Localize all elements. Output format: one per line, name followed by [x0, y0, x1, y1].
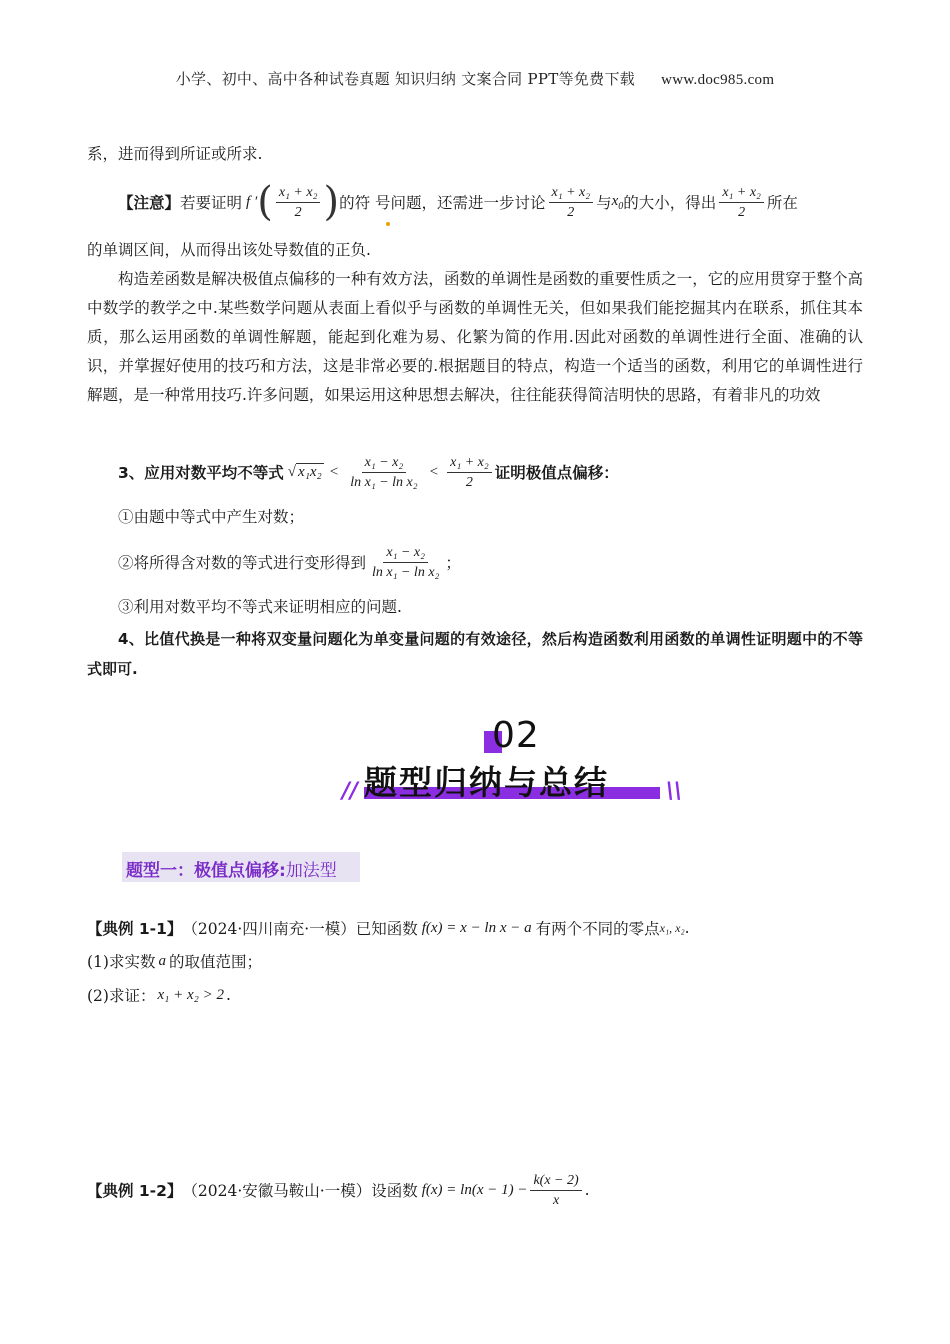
item-4: 4、比值代换是一种将双变量问题化为单变量问题的有效途径，然后构造函数利用函数的单调性证明题中的不等式即可.	[87, 630, 863, 678]
slash-left: //	[342, 779, 359, 804]
fraction-step-2: $\frac{\text{x₁ − x₂}}{\text{ln x₁ − ln x₂}}$	[372, 544, 440, 580]
fraction-arith-mean: $\frac{\text{x₁ + x₂}}{2}$	[447, 454, 492, 491]
fraction-sum-half: $\frac{\text{x₁ + x₂}}{2}$	[276, 184, 321, 221]
item-3	[118, 448, 818, 496]
note-text-4: 的大小，得出	[623, 194, 717, 212]
header-text: 小学、初中、高中各种试卷真题 知识归纳 文案合同 PPT等免费下载	[175, 70, 636, 88]
fraction-log-mean: $\frac{\text{x₁ − x₂}}{\text{ln x₁ − ln x₂}}$	[350, 454, 418, 490]
question-1: (1)求实数 a 的取值范围；	[87, 952, 262, 971]
function-f: f(x) = x − ln x − a	[421, 919, 532, 936]
less-than-2: <	[429, 463, 439, 480]
example-1-1-source: （2024·四川南充·一模）已知函数	[182, 920, 418, 938]
fraction-sum-half-3: $\frac{\text{x₁ + x₂}}{2}$	[719, 184, 764, 221]
fraction-sum-half-2: $\frac{\text{x₁ + x₂}}{2}$	[549, 184, 594, 221]
example-1-2-label: 【典例 1-2】	[87, 1182, 183, 1200]
type-label-box: 题型一：极值点偏移:加法型	[122, 852, 360, 882]
left-paren: (	[257, 179, 273, 225]
slash-right: \\	[666, 779, 683, 804]
less-than-1: <	[329, 463, 339, 480]
step-1: ①由题中等式中产生对数；	[118, 508, 305, 526]
example-1-2-source: （2024·安徽马鞍山·一模）设函数	[182, 1182, 418, 1200]
f-prime: f ′	[246, 193, 258, 210]
section-number: 02	[468, 713, 548, 763]
step-2-text: ②将所得含对数的等式进行变形得到	[118, 554, 367, 572]
header-site[interactable]: www.doc985.com	[661, 72, 775, 88]
note-text-2: 的符 号问题，还需进一步讨论	[339, 194, 546, 212]
example-1-2: 【典例 1-2】 （2024·安徽马鞍山·一模）设函数 f(x) = ln(x − 1) − $\frac{k(x - 2)}{x}$ .	[87, 1172, 590, 1208]
continuation-line: 系，进而得到所证或所求.	[87, 145, 263, 163]
step-3: ③利用对数平均不等式来证明相应的问题.	[118, 598, 402, 616]
sqrt-expr: √ x₁x₂	[287, 463, 322, 480]
note-label: 【注意】	[118, 194, 181, 212]
question-2: (2)求证： x₁ + x₂ > 2 .	[87, 986, 231, 1005]
orange-dot	[386, 222, 390, 226]
note-text-3: 与	[596, 194, 612, 212]
step-2	[118, 538, 461, 586]
section-title: // 题型归纳与总结 \\	[342, 763, 683, 804]
page-header	[0, 68, 950, 89]
fraction-k: $\frac{k(x - 2)}{x}$	[530, 1172, 581, 1209]
function-f2: f(x) = ln(x − 1) −	[421, 1181, 528, 1198]
example-1-1-label: 【典例 1-1】	[87, 920, 183, 938]
body-paragraph: 构造差函数是解决极值点偏移的一种有效方法，函数的单调性是函数的重要性质之一，它的应用贯穿于整个高中数学的教学之中.某些数学问题从表面上看似乎与函数的单调性无关，但如果我们能挖掘其内在联系，抓住其本质，那么运用函数的单调性解题，能起到化难为易、化繁为简的作用.因此对函数的单调性进行全面、准确的认识，并掌握好使用的技巧和方法，这是非常必要的.根据题目的特点，构造一个适当的函数，利用它的单调性进行解题，是一种常用技巧.许多问题，如果运用这种思想去解决，往往能获得简洁明快的思路，有着非凡的功效	[87, 270, 863, 404]
example-1-1: 【典例 1-1】 （2024·四川南充·一模）已知函数 f(x) = x − ln x − a 有两个不同的零点 x₁, x₂ .	[87, 919, 690, 938]
item-3-tail: 证明极值点偏移：	[494, 464, 619, 482]
item-3-head: 3、应用对数平均不等式	[118, 464, 284, 482]
example-1-1-mid: 有两个不同的零点	[535, 920, 660, 938]
note-text-5: 所在	[766, 194, 798, 212]
zeros: x₁, x₂	[659, 920, 685, 935]
x0: $x_0$	[611, 192, 624, 212]
note-text-1: 若要证明	[180, 194, 243, 212]
note-text-6: 的单调区间，从而得出该处导数值的正负.	[87, 241, 371, 259]
right-paren: )	[323, 179, 340, 225]
step-2-end: ；	[445, 554, 461, 572]
note-line	[118, 173, 868, 231]
